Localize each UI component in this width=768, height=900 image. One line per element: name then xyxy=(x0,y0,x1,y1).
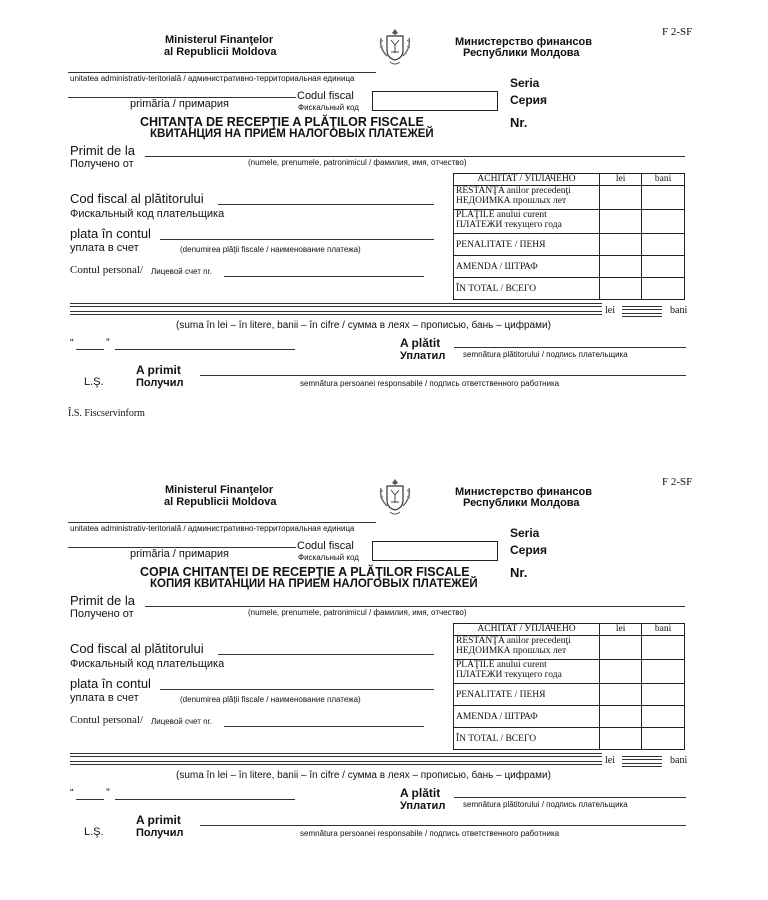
responsible-signature-line[interactable] xyxy=(200,375,686,376)
primaria-label: primăria / примария xyxy=(130,548,230,560)
a-primit-label: A primit xyxy=(136,363,181,377)
responsible-signature-hint: semnătura persoanei responsabile / подпись ответственного работника xyxy=(300,829,560,838)
bani-cell[interactable] xyxy=(642,234,685,256)
responsible-signature-line[interactable] xyxy=(200,825,686,826)
table-row xyxy=(454,706,685,728)
payer-signature-line[interactable] xyxy=(454,347,686,348)
name-hint: (numele, prenumele, patronimicul / фамилия, имя, отчество) xyxy=(248,158,467,167)
row-label-ru: НЕДОИМКА прошлых лет xyxy=(456,196,567,206)
lei-cell[interactable] xyxy=(600,210,642,234)
cod-fiscal-platitor-label: Cod fiscal al plătitorului xyxy=(70,191,204,206)
bani-label: bani xyxy=(670,755,688,766)
bani-cell[interactable] xyxy=(642,636,685,660)
receipt-section xyxy=(0,450,768,890)
ministry-ro-line2: al Republicii Moldova xyxy=(164,496,277,508)
lei-label: lei xyxy=(605,305,615,316)
bani-cell[interactable] xyxy=(642,728,685,750)
fiscal-code-payer-ru-label: Фискальный код плательщика xyxy=(70,208,225,220)
personal-account-line[interactable] xyxy=(224,276,424,277)
polucheno-ot-label: Получено от xyxy=(70,158,134,170)
row-label-ru: НЕДОИМКА прошлых лет xyxy=(456,646,567,656)
date-quote-close: ” xyxy=(106,337,110,349)
seria-label: Seria xyxy=(510,526,540,540)
row-label: PENALITATE / ПЕНЯ xyxy=(454,234,600,256)
uplata-v-schet-label: уплата в счет xyxy=(70,242,139,254)
payment-name-hint: (denumirea plăţii fiscale / наименование платежа) xyxy=(180,695,361,704)
bani-cell[interactable] xyxy=(642,256,685,278)
a-platit-label: A plătit xyxy=(400,786,441,800)
footer-publisher: Î.S. Fiscservinform xyxy=(68,408,145,419)
lei-cell[interactable] xyxy=(600,234,642,256)
payments-table xyxy=(453,623,685,750)
table-row xyxy=(454,256,685,278)
bani-amount-line[interactable] xyxy=(622,756,662,760)
table-header-achitat: ACHITAT / УПЛАЧЕНО xyxy=(454,174,600,186)
row-label: PLĂŢILE anului curent xyxy=(456,210,547,220)
ls-label: L.Ş. xyxy=(84,376,104,388)
form-code: F 2-SF xyxy=(662,26,693,38)
primaria-label: primăria / примария xyxy=(130,98,230,110)
payment-account-line[interactable] xyxy=(160,689,434,690)
row-label-ru: ПЛАТЕЖИ текущего года xyxy=(456,670,562,680)
date-quote-close: ” xyxy=(106,787,110,799)
fiscal-code-box[interactable] xyxy=(372,91,498,111)
row-label: ÎN TOTAL / ВСЕГО xyxy=(454,728,600,750)
amount-hint: (suma în lei – în litere, banii – în cifre / сумма в леях – прописью, бань – цифрами) xyxy=(176,770,551,781)
section-title-ro: CHITANŢA DE RECEPŢIE A PLĂŢILOR FISCALE xyxy=(140,115,424,129)
fiscal-code-ru-label: Фискальный код xyxy=(298,553,359,562)
lei-cell[interactable] xyxy=(600,660,642,684)
payer-signature-line[interactable] xyxy=(454,797,686,798)
date-quote-open: “ xyxy=(70,337,74,349)
lei-cell[interactable] xyxy=(600,728,642,750)
row-label: PENALITATE / ПЕНЯ xyxy=(454,684,600,706)
ministry-ru-line2: Республики Молдова xyxy=(463,47,580,59)
codul-fiscal-label: Codul fiscal xyxy=(297,90,354,102)
table-row xyxy=(454,234,685,256)
codul-fiscal-label: Codul fiscal xyxy=(297,540,354,552)
fiscal-code-payer-ru-label: Фискальный код плательщика xyxy=(70,658,225,670)
fiscal-code-ru-label: Фискальный код xyxy=(298,103,359,112)
row-label: RESTANŢA anilor precedenţi xyxy=(456,186,571,196)
ministry-ro-line2: al Republicii Moldova xyxy=(164,46,277,58)
lei-cell[interactable] xyxy=(600,256,642,278)
bani-cell[interactable] xyxy=(642,706,685,728)
row-label: AMENDA / ШТРАФ xyxy=(454,706,600,728)
ministry-ru-line1: Министерство финансов xyxy=(455,36,592,48)
row-label-ru: ПЛАТЕЖИ текущего года xyxy=(456,220,562,230)
lei-cell[interactable] xyxy=(600,684,642,706)
row-label: AMENDA / ШТРАФ xyxy=(454,256,600,278)
table-header-lei: lei xyxy=(600,174,642,186)
plata-in-contul-label: plata în contul xyxy=(70,676,151,691)
section-title-ro: COPIA CHITANŢEI DE RECEPŢIE A PLĂŢILOR FISCALE xyxy=(140,565,470,579)
date-day-line[interactable] xyxy=(76,799,104,800)
ministry-ru-line2: Республики Молдова xyxy=(463,497,580,509)
bani-amount-line[interactable] xyxy=(622,306,662,310)
payer-fiscal-code-line[interactable] xyxy=(218,204,434,205)
payment-name-hint: (denumirea plăţii fiscale / наименование платежа) xyxy=(180,245,361,254)
moldova-coat-of-arms-icon xyxy=(378,476,412,518)
nr-label: Nr. xyxy=(510,115,528,130)
form-code: F 2-SF xyxy=(662,476,693,488)
payer-name-line[interactable] xyxy=(145,156,685,157)
row-label: PLĂŢILE anului curent xyxy=(456,660,547,670)
bani-cell[interactable] xyxy=(642,660,685,684)
receipt-section xyxy=(0,0,768,440)
uplata-v-schet-label: уплата в счет xyxy=(70,692,139,704)
bani-cell[interactable] xyxy=(642,210,685,234)
a-primit-label: A primit xyxy=(136,813,181,827)
payer-fiscal-code-line[interactable] xyxy=(218,654,434,655)
section-title-ru: КВИТАНЦИЯ НА ПРИЕМ НАЛОГОВЫХ ПЛАТЕЖЕЙ xyxy=(150,128,434,140)
bani-cell[interactable] xyxy=(642,186,685,210)
poluchil-label: Получил xyxy=(136,827,184,839)
date-month-line[interactable] xyxy=(115,799,295,800)
bani-label: bani xyxy=(670,305,688,316)
table-header-lei: lei xyxy=(600,624,642,636)
poluchil-label: Получил xyxy=(136,377,184,389)
table-row xyxy=(454,210,685,234)
uplatil-label: Уплатил xyxy=(400,350,446,362)
moldova-coat-of-arms-icon xyxy=(378,26,412,68)
lei-cell[interactable] xyxy=(600,706,642,728)
contul-personal-ru-label: Лицевой счет nr. xyxy=(151,267,213,276)
amount-words-line[interactable] xyxy=(70,753,602,757)
payments-table xyxy=(453,173,685,300)
table-header-bani: bani xyxy=(642,174,685,186)
seria-label: Seria xyxy=(510,76,540,90)
seria-ru-label: Серия xyxy=(510,543,548,557)
primit-de-la-label: Primit de la xyxy=(70,143,136,158)
section-title-ru: КОПИЯ КВИТАНЦИИ НА ПРИЕМ НАЛОГОВЫХ ПЛАТЕЖЕЙ xyxy=(150,578,478,590)
payment-account-line[interactable] xyxy=(160,239,434,240)
lei-label: lei xyxy=(605,755,615,766)
table-row xyxy=(454,278,685,300)
plata-in-contul-label: plata în contul xyxy=(70,226,151,241)
row-label: RESTANŢA anilor precedenţi xyxy=(456,636,571,646)
nr-label: Nr. xyxy=(510,565,528,580)
table-header-bani: bani xyxy=(642,624,685,636)
ministry-ro-line1: Ministerul Finanţelor xyxy=(165,484,274,496)
amount-words-line[interactable] xyxy=(70,303,602,307)
contul-personal-label: Contul personal/ xyxy=(70,264,144,276)
bani-cell[interactable] xyxy=(642,684,685,706)
date-quote-open: “ xyxy=(70,787,74,799)
lei-cell[interactable] xyxy=(600,278,642,300)
lei-cell[interactable] xyxy=(600,186,642,210)
contul-personal-label: Contul personal/ xyxy=(70,714,144,726)
payer-signature-hint: semnătura plătitorului / подпись плательщика xyxy=(463,350,628,359)
fiscal-code-box[interactable] xyxy=(372,541,498,561)
name-hint: (numele, prenumele, patronimicul / фамилия, имя, отчество) xyxy=(248,608,467,617)
ministry-ro-line1: Ministerul Finanţelor xyxy=(165,34,274,46)
uplatil-label: Уплатил xyxy=(400,800,446,812)
table-header-achitat: ACHITAT / УПЛАЧЕНО xyxy=(454,624,600,636)
admin-unit-label: unitatea administrativ-teritorială / административно-территориальная единица xyxy=(70,74,355,83)
table-row xyxy=(454,186,685,210)
lei-cell[interactable] xyxy=(600,636,642,660)
ls-label: L.Ş. xyxy=(84,826,104,838)
cod-fiscal-platitor-label: Cod fiscal al plătitorului xyxy=(70,641,204,656)
bani-cell[interactable] xyxy=(642,278,685,300)
responsible-signature-hint: semnătura persoanei responsabile / подпись ответственного работника xyxy=(300,379,560,388)
primit-de-la-label: Primit de la xyxy=(70,593,136,608)
date-month-line[interactable] xyxy=(115,349,295,350)
personal-account-line[interactable] xyxy=(224,726,424,727)
ministry-ru-line1: Министерство финансов xyxy=(455,486,592,498)
payer-signature-hint: semnătura plătitorului / подпись плательщика xyxy=(463,800,628,809)
polucheno-ot-label: Получено от xyxy=(70,608,134,620)
seria-ru-label: Серия xyxy=(510,93,548,107)
table-row xyxy=(454,684,685,706)
a-platit-label: A plătit xyxy=(400,336,441,350)
table-row xyxy=(454,728,685,750)
amount-hint: (suma în lei – în litere, banii – în cifre / сумма в леях – прописью, бань – цифрами) xyxy=(176,320,551,331)
table-row xyxy=(454,636,685,660)
table-row xyxy=(454,660,685,684)
admin-unit-label: unitatea administrativ-teritorială / административно-территориальная единица xyxy=(70,524,355,533)
date-day-line[interactable] xyxy=(76,349,104,350)
contul-personal-ru-label: Лицевой счет nr. xyxy=(151,717,213,726)
payer-name-line[interactable] xyxy=(145,606,685,607)
row-label: ÎN TOTAL / ВСЕГО xyxy=(454,278,600,300)
